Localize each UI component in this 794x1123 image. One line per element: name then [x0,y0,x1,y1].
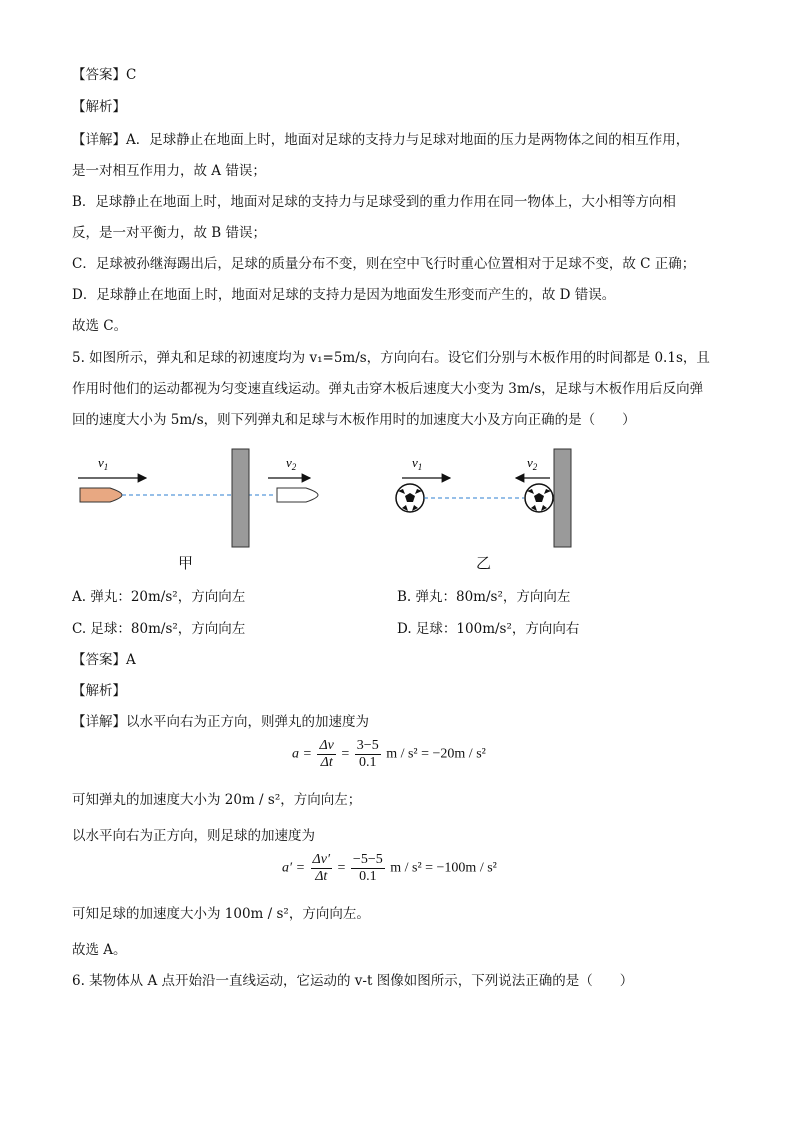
q4-detail-line-1: 【详解】A．足球静止在地面上时，地面对足球的支持力与足球对地面的压力是两物体之间的相互作用， [72,132,690,148]
equation-ball-acceleration: a′ = $\frac{\Delta v'}{\Delta t}$ = $\frac{-5-5}{0.1}$ m / s² = −100m / s² [282,852,497,884]
figure-left-bullet-scene [78,449,318,547]
eq2-lhs: a′ = [282,860,306,876]
v2-label-left: $v_2$ [286,455,297,472]
bullet-after-icon [277,488,318,502]
figure-right-ball-scene [396,449,571,547]
v1-label-left: $v_1$ [98,455,109,472]
q4-b-line-2: 反，是一对平衡力，故 B 错误； [72,225,267,241]
option-c: C. 足球：80m/s²，方向向左 [72,621,246,637]
q5-choose: 故选 A。 [72,942,127,958]
figure-label-jia: 甲 [178,554,194,572]
q5-stem-line-2: 作用时他们的运动都视为匀变速直线运动。弹丸击穿木板后速度大小变为 3m/s，足球与木板作用后反向弹 [72,381,704,397]
q4-analysis-heading: 【解析】 [72,99,126,115]
q4-choose: 故选 C。 [72,318,128,334]
wooden-board-left [232,449,249,547]
q5-conclusion-2: 可知足球的加速度大小为 100m / s²，方向向左。 [72,906,370,922]
q4-b-line-1: B．足球静止在地面上时，地面对足球的支持力与足球受到的重力作用在同一物体上，大小相等方向相 [72,194,676,210]
option-a: A. 弹丸：20m/s²，方向向左 [72,589,246,605]
q5-detail-line-1: 【详解】以水平向右为正方向，则弹丸的加速度为 [72,714,369,730]
eq1-fraction-2: $\frac{3-5}{0.1}$ [356,738,379,770]
figure-label-yi: 乙 [476,554,492,572]
q5-stem-line-1: 5. 如图所示，弹丸和足球的初速度均为 v₁=5m/s，方向向右。设它们分别与木板作用的时间都是 0.1s，且 [72,350,710,366]
q4-c-line: C．足球被孙继海踢出后，足球的质量分布不变，则在空中飞行时重心位置相对于足球不变，故 C 正确； [72,256,696,272]
q5-detail-line-2: 以水平向右为正方向，则足球的加速度为 [72,828,315,844]
q5-analysis-heading: 【解析】 [72,683,126,699]
v2-label-right: $v_2$ [527,455,538,472]
option-b: B. 弹丸：80m/s²，方向向左 [397,589,571,605]
eq1-rhs: m / s² = −20m / s² [386,746,486,762]
q5-stem-line-3: 回的速度大小为 5m/s，则下列弹丸和足球与木板作用时的加速度大小及方向正确的是（ ） [72,412,636,428]
eq2-fraction-2: $\frac{-5-5}{0.1}$ [352,852,383,884]
eq2-fraction-1: $\frac{\Delta v'}{\Delta t}$ [312,852,331,884]
bullet-before-icon [80,488,122,502]
q5-figure [72,445,592,555]
eq1-fraction-1: $\frac{\Delta v}{\Delta t}$ [319,738,334,770]
q4-d-line: D．足球静止在地面上时，地面对足球的支持力是因为地面发生形变而产生的，故 D 错误。 [72,287,616,303]
q5-conclusion-1: 可知弹丸的加速度大小为 20m / s²，方向向左； [72,792,362,808]
eq2-rhs: m / s² = −100m / s² [390,860,497,876]
q5-answer: 【答案】A [72,652,136,668]
equation-bullet-acceleration: a = $\frac{\Delta v}{\Delta t}$ = $\frac{3-5}{0.1}$ m / s² = −20m / s² [292,738,486,770]
soccer-ball-after-icon [525,484,553,512]
v1-label-right: $v_1$ [412,455,423,472]
q6-stem: 6. 某物体从 A 点开始沿一直线运动，它运动的 v-t 图像如图所示，下列说法正确的是（ ） [72,973,634,989]
eq1-lhs: a = [292,746,312,762]
q4-detail-line-2: 是一对相互作用力，故 A 错误； [72,163,266,179]
wooden-board-right [554,449,571,547]
q4-answer: 【答案】C [72,67,137,83]
soccer-ball-before-icon [396,484,424,512]
option-d: D. 足球：100m/s²，方向向右 [397,621,580,637]
